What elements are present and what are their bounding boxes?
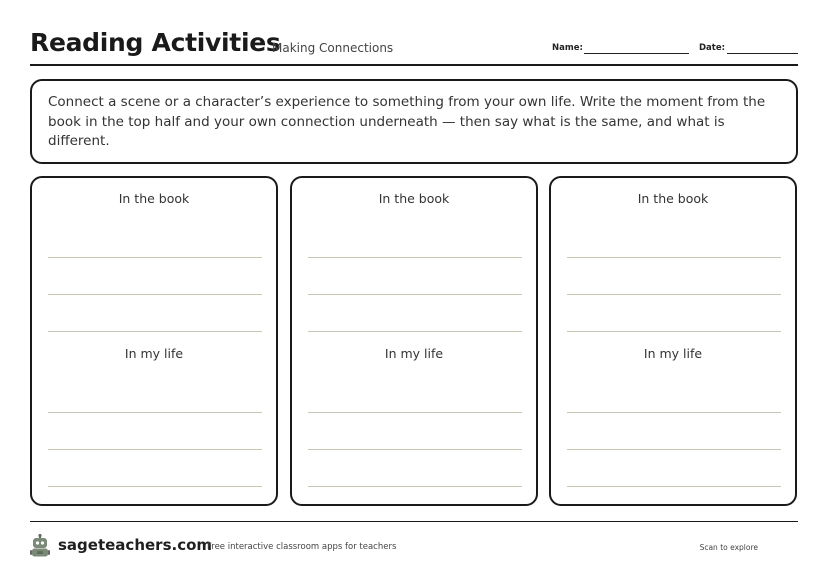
page-title: Reading Activities — [30, 28, 281, 57]
in-the-book-label: In the book — [378, 191, 450, 206]
in-my-life-label: In my life — [384, 346, 444, 361]
in-the-book-label: In the book — [118, 191, 190, 206]
life-writing-line[interactable] — [308, 486, 522, 487]
connection-panel-3 — [549, 176, 797, 506]
book-writing-line[interactable] — [567, 331, 781, 332]
name-field-line[interactable] — [584, 53, 689, 54]
footer-divider — [30, 521, 798, 522]
connection-panel-2 — [290, 176, 538, 506]
book-writing-line[interactable] — [48, 331, 262, 332]
instructions-text: Connect a scene or a character’s experience to something from your own life. Write the moment from the book in the top half and your own connection underneath — then say what is the same, and what is different. — [48, 94, 766, 149]
life-writing-line[interactable] — [48, 449, 262, 450]
book-writing-line[interactable] — [308, 294, 522, 295]
in-my-life-label: In my life — [124, 346, 184, 361]
footer-tagline: Free interactive classroom apps for teachers — [207, 542, 397, 552]
life-writing-line[interactable] — [567, 412, 781, 413]
brand-name[interactable]: sageteachers.com — [58, 536, 213, 554]
page-subtitle: Making Connections — [272, 41, 394, 55]
date-field-line[interactable] — [727, 53, 798, 54]
in-my-life-label: In my life — [643, 346, 703, 361]
life-writing-line[interactable] — [48, 412, 262, 413]
in-the-book-label: In the book — [637, 191, 709, 206]
book-writing-line[interactable] — [48, 257, 262, 258]
book-writing-line[interactable] — [308, 331, 522, 332]
instructions-box — [30, 79, 798, 164]
life-writing-line[interactable] — [567, 486, 781, 487]
scan-to-explore-text: Scan to explore — [699, 543, 758, 552]
life-writing-line[interactable] — [308, 449, 522, 450]
book-writing-line[interactable] — [308, 257, 522, 258]
robot-mascot-icon — [30, 534, 50, 558]
footer — [30, 532, 798, 562]
name-label: Name: — [552, 43, 583, 53]
date-label: Date: — [699, 43, 726, 53]
life-writing-line[interactable] — [567, 449, 781, 450]
book-writing-line[interactable] — [567, 294, 781, 295]
book-writing-line[interactable] — [567, 257, 781, 258]
header-divider — [30, 64, 798, 66]
life-writing-line[interactable] — [48, 486, 262, 487]
worksheet-header — [30, 28, 798, 64]
book-writing-line[interactable] — [48, 294, 262, 295]
connection-panel-1 — [30, 176, 278, 506]
life-writing-line[interactable] — [308, 412, 522, 413]
